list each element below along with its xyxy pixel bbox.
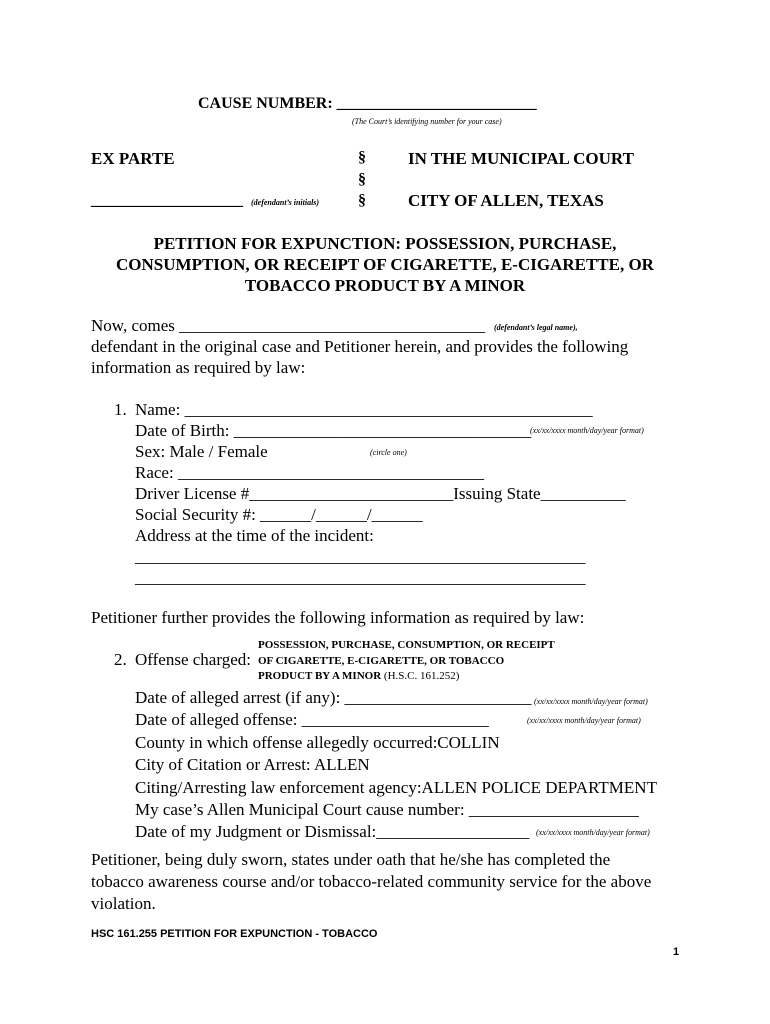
offense-line3: PRODUCT BY A MINOR (258, 670, 382, 682)
legal-name-note: (defendant’s legal name), (494, 323, 578, 332)
arrest-date-field[interactable]: Date of alleged arrest (if any): ______________________ (135, 688, 532, 707)
defendant-initials-line: ___________________ (91, 192, 243, 209)
section-mark: § (358, 171, 366, 188)
offense-line1: POSSESSION, PURCHASE, CONSUMPTION, OR RECEIPT (258, 639, 555, 651)
driver-license-field[interactable]: Driver License #________________________Issuing State__________ (135, 484, 626, 503)
arrest-date-note: (xx/xx/xxxx month/day/year format) (534, 697, 648, 706)
page-number: 1 (673, 946, 680, 958)
section2-number: 2. (114, 650, 127, 669)
ssn-field[interactable]: Social Security #: ______/______/______ (135, 505, 423, 524)
court-city: CITY OF ALLEN, TEXAS (408, 191, 604, 210)
city-row (135, 755, 370, 775)
intro-line2: defendant in the original case and Petitioner herein, and provides the following (91, 337, 629, 356)
city-label: City of Citation or Arrest: (135, 755, 311, 774)
race-field[interactable]: Race: ____________________________________ (135, 463, 484, 482)
offense-date-field[interactable]: Date of alleged offense: ______________________ (135, 710, 489, 729)
intro-line3: information as required by law: (91, 358, 306, 377)
now-comes-line: Now, comes ____________________________________ (91, 316, 486, 335)
offense-line2: OF CIGARETTE, E-CIGARETTE, OR TOBACCO (258, 655, 505, 667)
county-row (135, 733, 500, 753)
judgment-date-field[interactable]: Date of my Judgment or Dismissal:__________________ (135, 822, 530, 841)
oath-line2: tobacco awareness course and/or tobacco-related community service for the above (91, 872, 652, 891)
case-number-field[interactable]: My case’s Allen Municipal Court cause number: ____________________ (135, 800, 639, 819)
further-info-line: Petitioner further provides the following information as required by law: (91, 608, 585, 627)
judgment-date-note: (xx/xx/xxxx month/day/year format) (536, 828, 650, 837)
section-mark: § (358, 149, 366, 166)
dob-format-note: (xx/xx/xxxx month/day/year format) (530, 426, 644, 435)
county-label: County in which offense allegedly occurred: (135, 733, 438, 752)
offense-date-note: (xx/xx/xxxx month/day/year format) (527, 716, 641, 725)
section-mark: § (358, 192, 366, 209)
agency-row (135, 778, 657, 798)
petition-title-line3: TOBACCO PRODUCT BY A MINOR (244, 276, 526, 295)
sex-note: (circle one) (370, 448, 407, 457)
county-value[interactable]: COLLIN (437, 733, 500, 752)
defendant-initials-note: (defendant’s initials) (251, 198, 320, 207)
section1-number: 1. (114, 400, 127, 419)
agency-value[interactable]: ALLEN POLICE DEPARTMENT (421, 778, 657, 797)
address-line1[interactable]: _____________________________________________________ (135, 547, 586, 566)
address-line2[interactable]: _____________________________________________________ (135, 568, 586, 587)
oath-line3: violation. (91, 894, 156, 913)
dob-field[interactable]: Date of Birth: ___________________________________ (135, 421, 532, 440)
address-label: Address at the time of the incident: (135, 526, 374, 545)
petition-title-line1: PETITION FOR EXPUNCTION: POSSESSION, PURCHASE, (153, 234, 617, 253)
cause-number: CAUSE NUMBER: _________________________ (198, 95, 537, 112)
cause-number-note: (The Court’s identifying number for your case) (352, 117, 502, 126)
name-field[interactable]: Name: ________________________________________________ (135, 400, 593, 419)
ex-parte-label: EX PARTE (91, 149, 175, 168)
agency-label: Citing/Arresting law enforcement agency: (135, 778, 422, 797)
offense-line3-group (258, 670, 459, 682)
court-name: IN THE MUNICIPAL COURT (408, 149, 634, 168)
offense-code: (H.S.C. 161.252) (383, 670, 460, 682)
petition-title-line2: CONSUMPTION, OR RECEIPT OF CIGARETTE, E-CIGARETTE, OR (116, 255, 654, 274)
footer-label: HSC 161.255 PETITION FOR EXPUNCTION - TOBACCO (91, 928, 378, 940)
offense-charged-label: Offense charged: (135, 650, 251, 669)
oath-line1: Petitioner, being duly sworn, states under oath that he/she has completed the (91, 850, 611, 869)
city-value[interactable]: ALLEN (313, 755, 370, 774)
sex-field[interactable]: Sex: Male / Female (135, 442, 268, 461)
